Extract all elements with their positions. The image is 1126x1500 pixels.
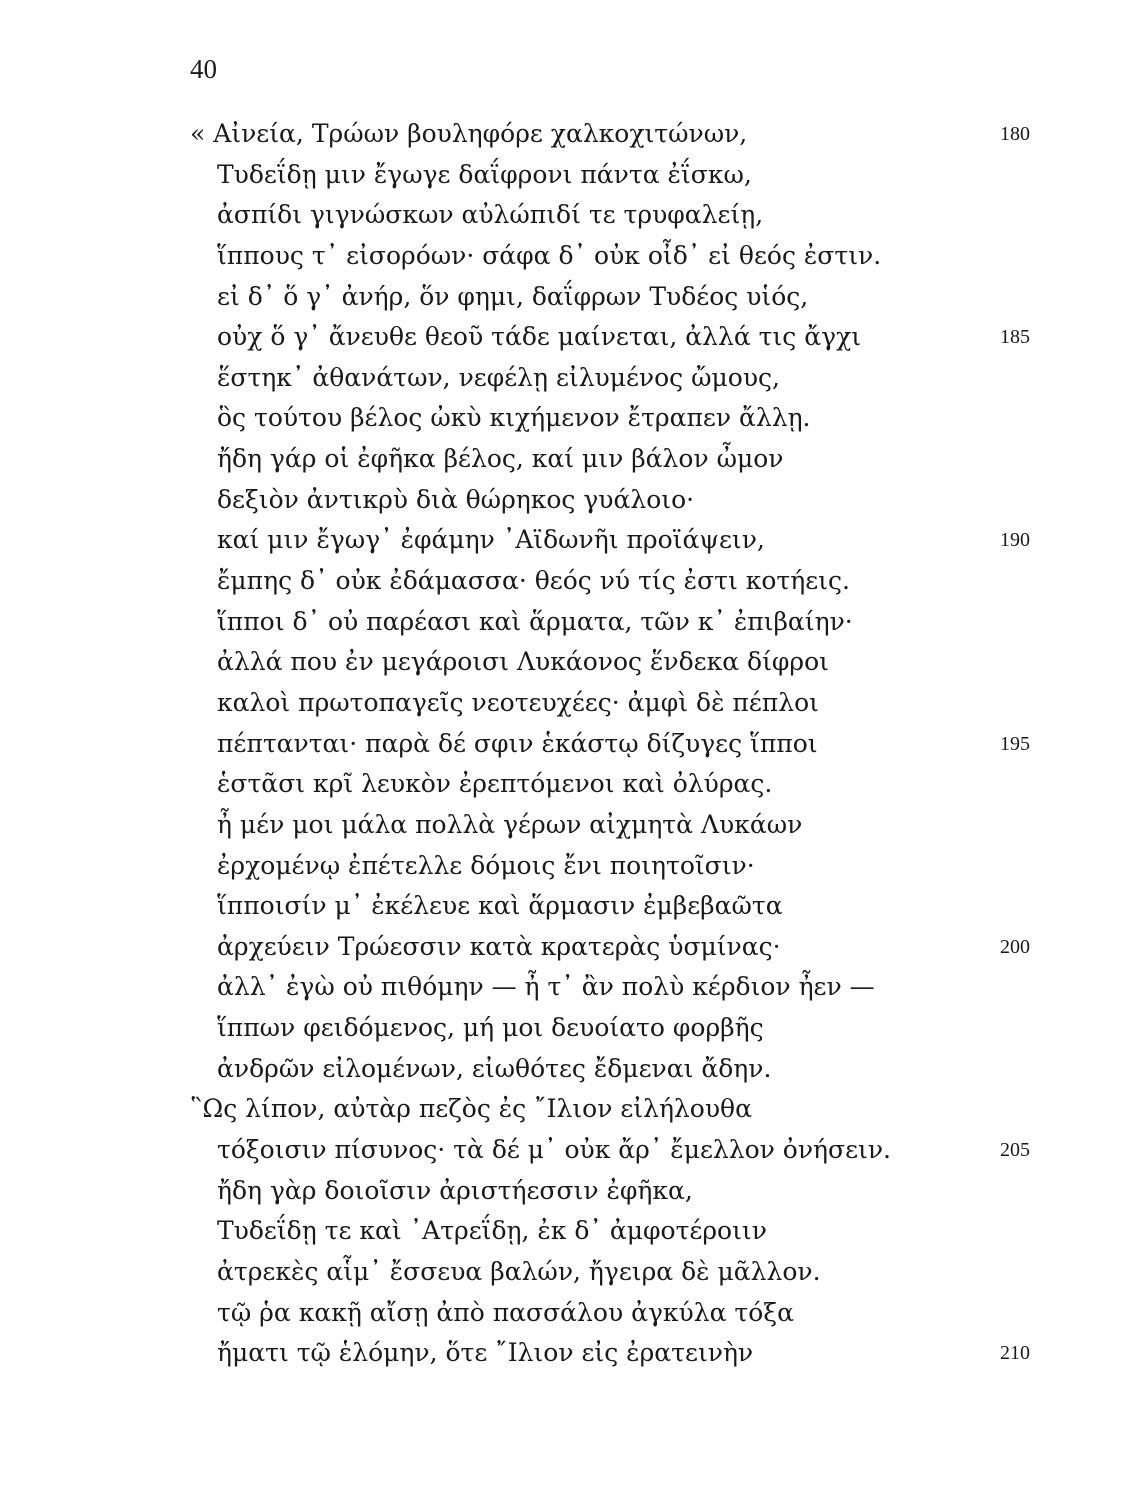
verse-line (0, 846, 1126, 887)
verse-line (0, 195, 1126, 236)
verse-text: ἤδη γάρ οἱ ἐφῆκα βέλος, καί μιν βάλον ὦμον (217, 444, 784, 474)
line-number: 195 (1000, 732, 1030, 755)
verse-line (0, 1130, 1126, 1171)
verse-line (0, 1211, 1126, 1252)
verse-line (0, 1252, 1126, 1293)
verse-text: Τυδεΐδῃ μιν ἔγωγε δαΐφρονι πάντα ἐΐσκω, (217, 159, 752, 189)
line-number: 205 (1000, 1139, 1030, 1162)
verse-text: τόξοισιν πίσυνος· τὰ δέ μ᾽ οὐκ ἄρ᾽ ἔμελλον ὀνήσειν. (217, 1135, 891, 1165)
verse-line (0, 358, 1126, 399)
verse-text: καλοὶ πρωτοπαγεῖς νεοτευχέες· ἀμφὶ δὲ πέπλοι (217, 687, 819, 717)
verse-line (0, 398, 1126, 439)
verse-line (0, 1293, 1126, 1334)
verse-block (0, 114, 1126, 1374)
verse-text: δεξιὸν ἀντικρὺ διὰ θώρηκος γυάλοιο· (217, 484, 695, 514)
verse-line (0, 520, 1126, 561)
verse-text: πέπτανται· παρὰ δέ σφιν ἑκάστῳ δίζυγες ἵπποι (217, 728, 818, 758)
verse-line (0, 439, 1126, 480)
verse-text: καί μιν ἔγωγ᾽ ἐφάμην ᾽Αϊδωνῆι προϊάψειν, (217, 525, 765, 555)
verse-text: ἐρχομένῳ ἐπέτελλε δόμοις ἔνι ποιητοῖσιν· (217, 850, 755, 880)
verse-text: « Αἰνεία, Τρώων βουληφόρε χαλκοχιτώνων, (190, 119, 748, 148)
verse-line (0, 886, 1126, 927)
page-number: 40 (190, 54, 217, 84)
verse-line (0, 1333, 1126, 1374)
verse-text: ὃς τούτου βέλος ὠκὺ κιχήμενον ἔτραπεν ἄλλῃ. (217, 403, 811, 433)
verse-text: ἀνδρῶν εἰλομένων, εἰωθότες ἔδμεναι ἄδην. (217, 1053, 772, 1083)
verse-text: εἰ δ᾽ ὅ γ᾽ ἀνήρ, ὅν φημι, δαΐφρων Τυδέος υἱός, (217, 281, 809, 311)
verse-line (0, 642, 1126, 683)
verse-text: ἤματι τῷ ἑλόμην, ὅτε ῎Ιλιον εἰς ἐρατεινὴν (217, 1338, 754, 1368)
verse-text: ἔμπης δ᾽ οὐκ ἐδάμασσα· θεός νύ τίς ἐστι κοτήεις. (217, 566, 850, 596)
verse-text: Τυδεΐδῃ τε καὶ ᾽Ατρεΐδῃ, ἐκ δ᾽ ἀμφοτέροιιν (217, 1216, 767, 1246)
verse-text: τῷ ῥα κακῇ αἴσῃ ἀπὸ πασσάλου ἀγκύλα τόξα (217, 1297, 794, 1327)
verse-text: ἀτρεκὲς αἷμ᾽ ἔσσευα βαλών, ἤγειρα δὲ μᾶλλον. (217, 1256, 821, 1286)
verse-text: ἵπποισίν μ᾽ ἐκέλευε καὶ ἅρμασιν ἐμβεβαῶτα (217, 891, 783, 921)
verse-text: ῝Ως λίπον, αὐτὰρ πεζὸς ἐς ῎Ιλιον εἰλήλουθα (190, 1094, 752, 1124)
verse-text: οὐχ ὅ γ᾽ ἄνευθε θεοῦ τάδε μαίνεται, ἀλλά τις ἄγχι (217, 322, 862, 352)
verse-line (0, 561, 1126, 602)
verse-line (0, 277, 1126, 318)
verse-line (0, 317, 1126, 358)
verse-text: ἀλλά που ἐν μεγάροισι Λυκάονος ἕνδεκα δίφροι (217, 647, 829, 677)
line-number: 200 (1000, 935, 1030, 958)
verse-text: ἵππων φειδόμενος, μή μοι δευοίατο φορβῆς (217, 1013, 764, 1043)
verse-text: ἵπποι δ᾽ οὐ παρέασι καὶ ἅρματα, τῶν κ᾽ ἐπιβαίην· (217, 606, 853, 636)
verse-line (0, 1049, 1126, 1090)
verse-text: ἑστᾶσι κρῖ λευκὸν ἐρεπτόμενοι καὶ ὀλύρας. (217, 769, 773, 799)
verse-text: ἀσπίδι γιγνώσκων αὐλώπιδί τε τρυφαλείῃ, (217, 200, 764, 230)
verse-line (0, 155, 1126, 196)
verse-line (0, 683, 1126, 724)
verse-line (0, 724, 1126, 765)
verse-text: ἵππους τ᾽ εἰσορόων· σάφα δ᾽ οὐκ οἶδ᾽ εἰ θεός ἐστιν. (217, 240, 882, 270)
line-number: 190 (1000, 529, 1030, 552)
verse-text: ἀρχεύειν Τρώεσσιν κατὰ κρατερὰς ὑσμίνας· (217, 931, 781, 961)
verse-line (0, 927, 1126, 968)
verse-line (0, 805, 1126, 846)
verse-text: ἀλλ᾽ ἐγὼ οὐ πιθόμην — ἦ τ᾽ ἂν πολὺ κέρδιον ἦεν — (217, 972, 875, 1002)
verse-line (0, 1008, 1126, 1049)
verse-line (0, 480, 1126, 521)
verse-line (0, 1089, 1126, 1130)
line-number: 185 (1000, 326, 1030, 349)
verse-line (0, 764, 1126, 805)
verse-text: ἕστηκ᾽ ἀθανάτων, νεφέλῃ εἰλυμένος ὤμους, (217, 362, 780, 392)
verse-line (0, 967, 1126, 1008)
verse-text: ἤδη γὰρ δοιοῖσιν ἀριστήεσσιν ἐφῆκα, (217, 1175, 693, 1205)
verse-text: ἦ μέν μοι μάλα πολλὰ γέρων αἰχμητὰ Λυκάων (217, 809, 803, 839)
verse-line (0, 236, 1126, 277)
verse-line (0, 1171, 1126, 1212)
line-number: 210 (1000, 1342, 1030, 1365)
verse-line (0, 602, 1126, 643)
verse-line (0, 114, 1126, 155)
line-number: 180 (1000, 123, 1030, 145)
